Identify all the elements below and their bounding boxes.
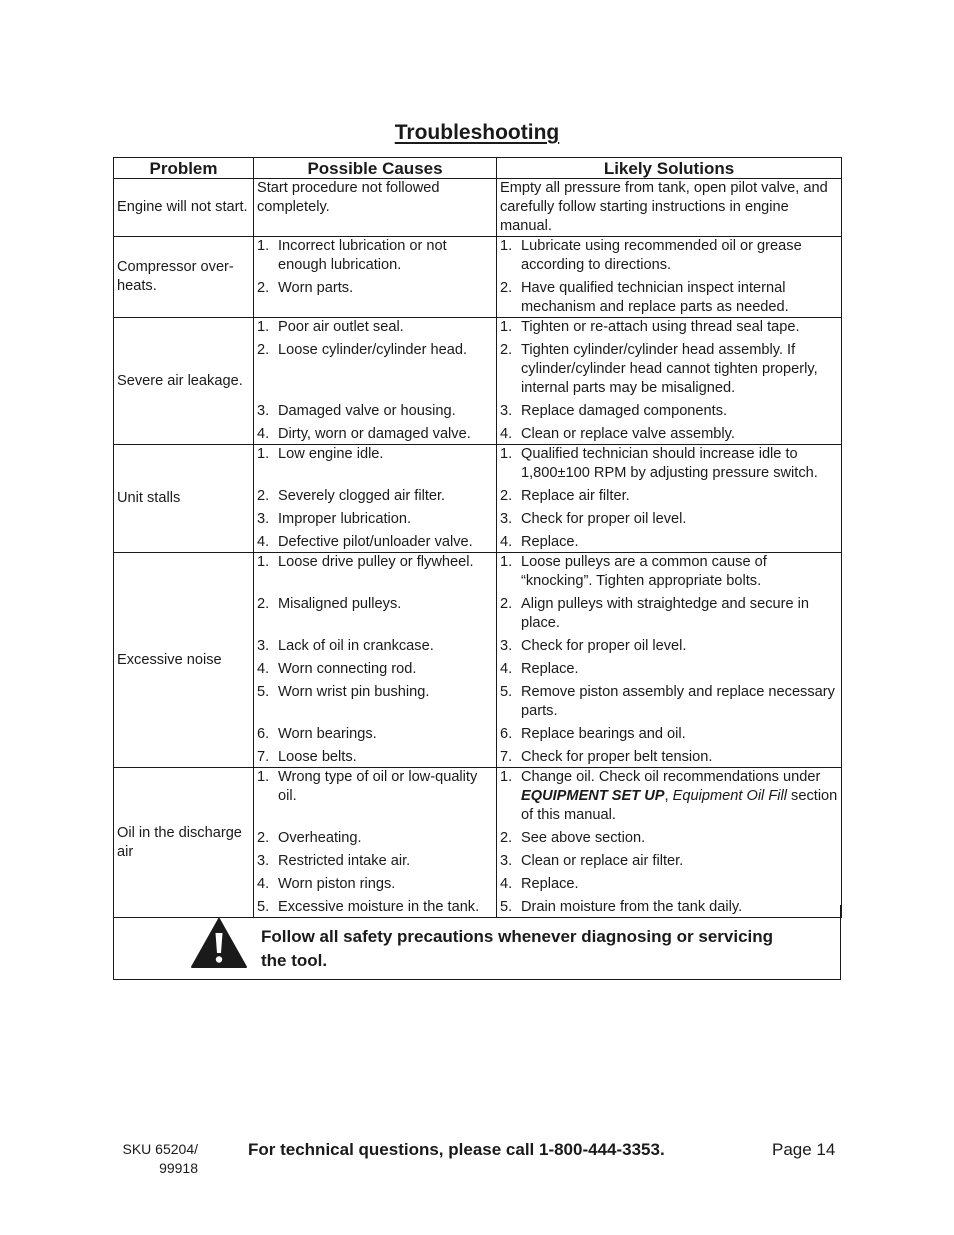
list-item: 4. Worn piston rings. xyxy=(257,876,396,892)
list-item: 4. Replace. xyxy=(500,661,579,677)
problem-cell: Oil in the discharge air xyxy=(114,768,254,918)
table-row xyxy=(114,445,842,553)
list-item: 3. Clean or replace air filter. xyxy=(500,853,684,869)
problem-cell: Unit stalls xyxy=(114,445,254,553)
list-item: 5. Worn wrist pin bushing. xyxy=(257,684,430,700)
column-header-causes: Possible Causes xyxy=(254,158,497,179)
warning-text: Follow all safety precautions whenever diagnosing or servicing the tool. xyxy=(261,927,774,970)
list-item: 5. Drain moisture from the tank daily. xyxy=(500,899,743,915)
list-item: 7. Loose belts. xyxy=(257,749,357,765)
cause-cell xyxy=(254,179,497,237)
list-item: 4. Replace. xyxy=(500,534,579,550)
list-item: 2. See above section. xyxy=(500,830,646,846)
list-item: 2. Tighten cylinder/cylinder head assembly. If cylinder/cylinder head cannot tighten properly, internal parts may be misaligned. xyxy=(500,342,818,396)
list-item: 2. Overheating. xyxy=(257,830,362,846)
list-item: 2. Severely clogged air filter. xyxy=(257,488,446,504)
page-title: Troubleshooting xyxy=(394,121,560,144)
list-item: 1. Tighten or re-attach using thread seal tape. xyxy=(500,319,800,335)
list-item: 6. Worn bearings. xyxy=(257,726,377,742)
column-header-problem: Problem xyxy=(114,158,254,179)
list-item: 3. Check for proper oil level. xyxy=(500,638,687,654)
solution-cell xyxy=(497,179,842,237)
list-item: 7. Check for proper belt tension. xyxy=(500,749,713,765)
list-item: 3. Damaged valve or housing. xyxy=(257,403,456,419)
list-item: 4. Defective pilot/unloader valve. xyxy=(257,534,473,550)
list-item: 1. Poor air outlet seal. xyxy=(257,319,404,335)
troubleshooting-table xyxy=(113,157,842,918)
solution-cell xyxy=(497,768,842,918)
list-item: 5. Remove piston assembly and replace necessary parts. xyxy=(500,684,835,719)
cause-cell xyxy=(254,768,497,918)
table-row xyxy=(114,553,842,768)
solution-cell xyxy=(497,237,842,318)
cause-cell xyxy=(254,553,497,768)
solution-text: Empty all pressure from tank, open pilot valve, and carefully follow starting instructions in engine manual. xyxy=(500,180,828,234)
list-item: 1. Loose drive pulley or flywheel. xyxy=(257,554,474,570)
table-row xyxy=(114,768,842,918)
solution-cell xyxy=(497,445,842,553)
list-item: 2. Loose cylinder/cylinder head. xyxy=(257,342,468,358)
list-item: 5. Excessive moisture in the tank. xyxy=(257,899,480,915)
list-item: 4. Clean or replace valve assembly. xyxy=(500,426,735,442)
cause-cell xyxy=(254,237,497,318)
problem-cell: Compressor over-heats. xyxy=(114,237,254,318)
list-item: 3. Improper lubrication. xyxy=(257,511,412,527)
solution-cell xyxy=(497,318,842,445)
list-item: 1. Wrong type of oil or low-quality oil. xyxy=(257,769,478,804)
list-item: 4. Dirty, worn or damaged valve. xyxy=(257,426,471,442)
list-item: 2. Replace air filter. xyxy=(500,488,630,504)
list-item: 2. Align pulleys with straightedge and secure in place. xyxy=(500,596,809,631)
list-item: 2. Worn parts. xyxy=(257,280,354,296)
problem-cell: Excessive noise xyxy=(114,553,254,768)
list-item: 2. Misaligned pulleys. xyxy=(257,596,402,612)
cause-text: Start procedure not followed completely. xyxy=(257,180,440,215)
page-number: Page 14 xyxy=(772,1140,836,1159)
list-item: 4. Worn connecting rod. xyxy=(257,661,417,677)
table-row xyxy=(114,237,842,318)
warning-triangle-icon xyxy=(190,917,248,969)
solution-cell xyxy=(497,553,842,768)
safety-warning-box xyxy=(113,905,841,980)
cause-cell xyxy=(254,445,497,553)
list-item: 2. Have qualified technician inspect internal mechanism and replace parts as needed. xyxy=(500,280,789,315)
list-item: 1. Qualified technician should increase idle to 1,800±100 RPM by adjusting pressure switch. xyxy=(500,446,818,481)
cause-cell xyxy=(254,318,497,445)
list-item: 1. Loose pulleys are a common cause of “knocking”. Tighten appropriate bolts. xyxy=(500,554,767,589)
list-item: 3. Restricted intake air. xyxy=(257,853,411,869)
problem-cell: Severe air leakage. xyxy=(114,318,254,445)
list-item: 1. Change oil. Check oil recommendations under EQUIPMENT SET UP, Equipment Oil Fill section of this manual. xyxy=(500,769,838,823)
column-header-solutions: Likely Solutions xyxy=(497,158,842,179)
table-row xyxy=(114,318,842,445)
list-item: 3. Replace damaged components. xyxy=(500,403,728,419)
tech-support-line: For technical questions, please call 1-800-444-3353. xyxy=(248,1140,665,1159)
list-item: 1. Lubricate using recommended oil or grease according to directions. xyxy=(500,238,802,273)
list-item: 6. Replace bearings and oil. xyxy=(500,726,686,742)
table-row xyxy=(114,179,842,237)
sku-number: SKU 65204/ 99918 xyxy=(122,1141,198,1176)
list-item: 4. Replace. xyxy=(500,876,579,892)
list-item: 3. Check for proper oil level. xyxy=(500,511,687,527)
list-item: 1. Incorrect lubrication or not enough lubrication. xyxy=(257,238,447,273)
list-item: 3. Lack of oil in crankcase. xyxy=(257,638,434,654)
table-header-row xyxy=(114,158,842,179)
list-item: 1. Low engine idle. xyxy=(257,446,384,462)
problem-cell: Engine will not start. xyxy=(114,179,254,237)
